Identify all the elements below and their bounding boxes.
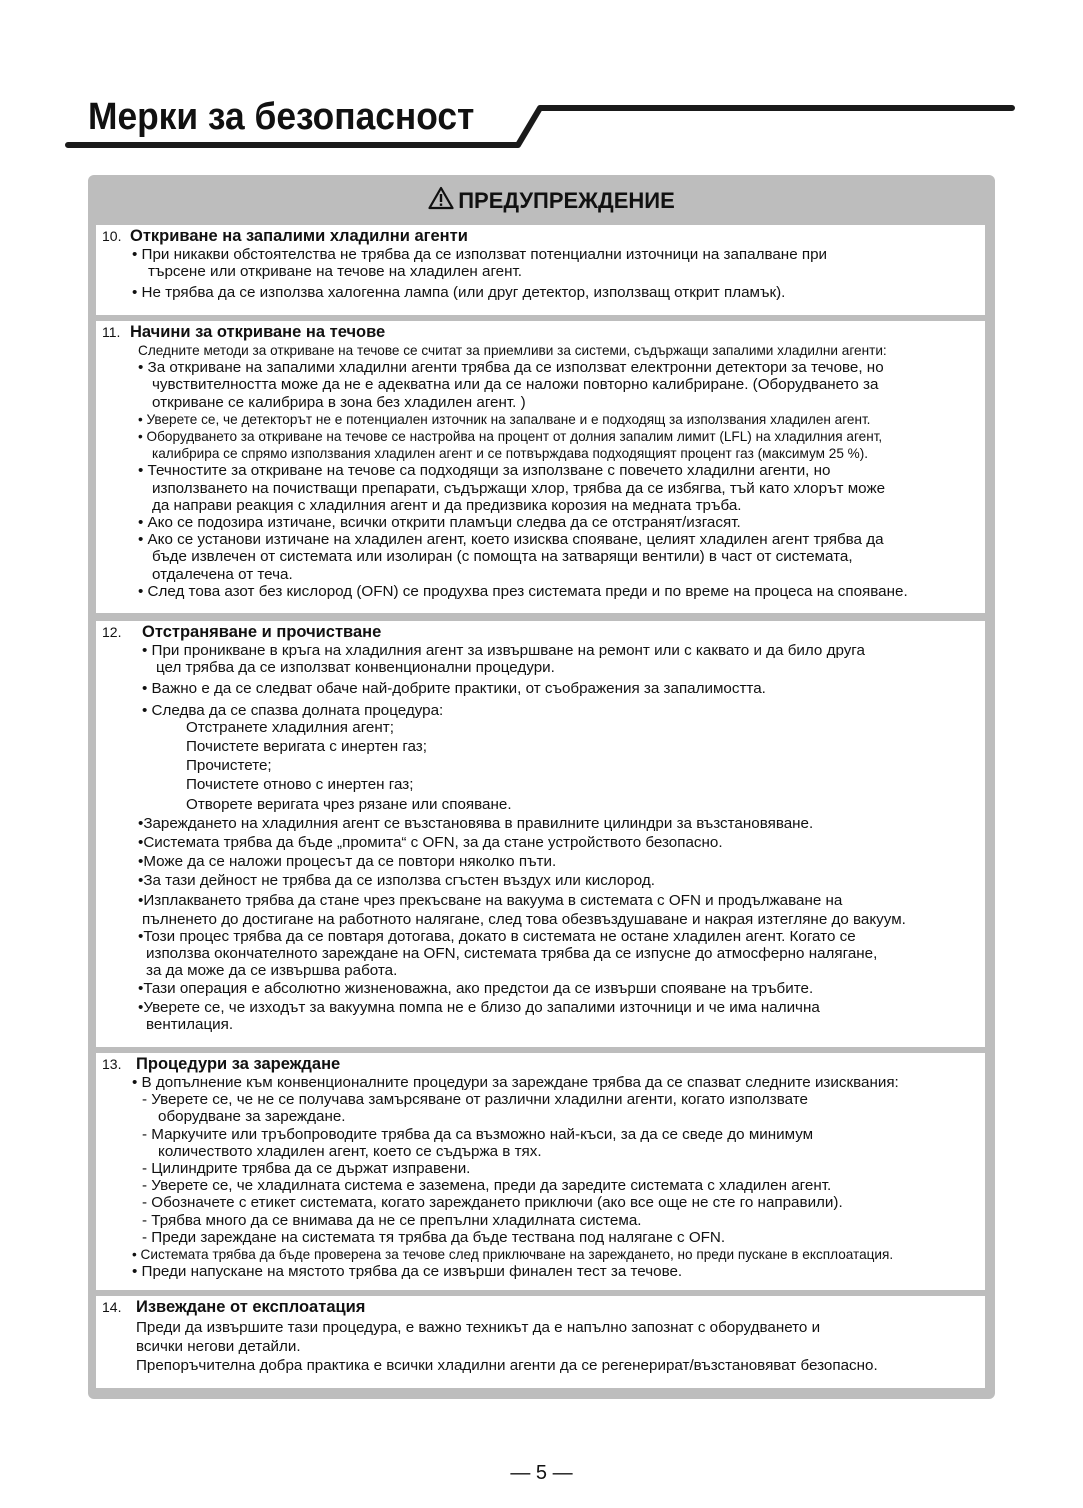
text-line: • След това азот без кислород (OFN) се продухва през системата преди и по време на процеса на спояване. — [138, 582, 908, 600]
text-line: • В допълнение към конвенционалните процедури за зареждане трябва да се спазват следните изисквания: — [132, 1074, 899, 1091]
procedure-step: Прочистете; — [186, 757, 272, 775]
text-line: - Обозначете с етикет системата, когато зареждането приключи (ако все още не сте го направили). — [142, 1194, 843, 1212]
text-line: пълненето до достигане на работното налягане, след това обезвъздушаване и накрая изтегляне до вакуум. — [142, 910, 906, 928]
text-line: • Ако се установи изтичане на хладилен агент, което изисква спояване, целият хладилен агент трябва да — [138, 531, 884, 549]
text-line: оборудване за зареждане. — [158, 1108, 346, 1126]
section-14-heading: 14. Извеждане от експлоатация — [102, 1298, 366, 1316]
section-11-heading: 11. Начини за откриване на течове — [102, 323, 386, 341]
procedure-step: Отворете веригата чрез рязане или спояване. — [186, 795, 512, 813]
text-line: •Тази операция е абсолютно жизненоважна, ако предстои да се извърши спояване на тръбите. — [138, 979, 814, 997]
text-line: откриване се калибрира в зона без хладилен агент. ) — [152, 393, 526, 411]
section-11-title: Начини за откриване на течове — [130, 323, 386, 341]
section-10-heading: 10. Откриване на запалими хладилни агенти — [102, 227, 468, 245]
text-line: да направи реакция с хладилния агент и да предизвика корозия на медната тръба. — [152, 496, 742, 514]
text-line: Препоръчителна добра практика е всички хладилни агенти да се регенерират/възстановяват безопасно. — [136, 1357, 878, 1375]
text-line: • Не трябва да се използва халогенна лампа (или друг детектор, използващ открит пламък). — [132, 284, 786, 302]
procedure-step: Отстранете хладилния агент; — [186, 718, 394, 736]
section-12-title: Отстраняване и прочистване — [142, 623, 382, 641]
text-line: •Изплакването трябва да стане чрез прекъсване на вакуума в системата с OFN и продължаване на — [138, 891, 843, 909]
text-line: • Ако се подозира изтичане, всички открити пламъци следва да се отстранят/изгасят. — [138, 514, 741, 532]
text-line: отдалечена от теча. — [152, 565, 293, 583]
section-13-title: Процедури за зареждане — [136, 1055, 341, 1073]
warning-title: ПРЕДУПРЕЖДЕНИЕ — [458, 188, 675, 213]
text-line: • Важно е да се следват обаче най-добрите практики, от съображения за запалимостта. — [142, 680, 766, 698]
text-line: •Зареждането на хладилния агент се възстановява в правилните цилиндри за възстановяване. — [138, 814, 814, 832]
header-rule — [0, 100, 1083, 160]
text-line: - Уверете се, че хладилната система е заземена, преди да заредите системата с хладилен агент. — [142, 1177, 832, 1195]
text-line: - Маркучите или тръбопроводите трябва да са възможно най-къси, за да се сведе до минимум — [142, 1125, 814, 1143]
text-line: вентилация. — [146, 1016, 234, 1034]
text-line: Преди да извършите тази процедура, е важно техникът да е напълно запознат с оборудването и — [136, 1319, 821, 1336]
section-13-heading: 13. Процедури за зареждане — [102, 1055, 341, 1073]
text-line: бъде извлечен от системата или изолиран (с помощта на затварящи вентили) в част от системата, — [152, 548, 853, 566]
text-line: • Оборудването за откриване на течове се настройва на процент от долния запалим лимит (LFL) на хладилния агент, — [138, 429, 883, 445]
text-line: • Преди напускане на мястото трябва да се извърши финален тест за течове. — [132, 1263, 683, 1281]
section-10-title: Откриване на запалими хладилни агенти — [130, 227, 468, 245]
section-10 — [96, 225, 985, 315]
procedure-step: Почистете отново с инертен газ; — [186, 776, 414, 794]
text-line: •Този процес трябва да се повтаря дотогава, докато в системата не остане хладилен агент. Когато се — [138, 928, 856, 946]
text-line: • Следва да се спазва долната процедура: — [142, 701, 444, 719]
text-line: •За тази дейност не трябва да се използва сгъстен въздух или кислород. — [138, 872, 655, 890]
text-line: чувствителността може да не е адекватна или да се наложи повторно калибриране. (Оборудването за — [152, 376, 879, 394]
text-line: - Трябва много да се внимава да не се препълни хладилната система. — [142, 1211, 642, 1229]
text-line: •Може да се наложи процесът да се повтори няколко пъти. — [138, 853, 557, 871]
text-line: - Преди зареждане на системата тя трябва да бъде тествана под налягане с OFN. — [142, 1228, 726, 1246]
section-12-heading: 12. Отстраняване и прочистване — [102, 623, 382, 641]
text-line: използването на почистващи препарати, съдържащи хлор, трябва да се избягва, тъй като хлорът може — [152, 479, 886, 497]
text-line: всички негови детайли. — [136, 1338, 301, 1356]
section-13 — [96, 1053, 985, 1290]
text-line: • Уверете се, че детекторът не е потенциален източник на запалване и е подходящ за използвания хладилен агент. — [138, 411, 871, 427]
text-line: количеството хладилен агент, което се съдържа в тях. — [158, 1142, 542, 1160]
text-line: • Системата трябва да бъде проверена за течове след приключване на зареждането, но преди пускане в експлоатация. — [132, 1247, 894, 1263]
text-line: търсене или откриване на течове на хладилен агент. — [148, 263, 522, 281]
text-line: •Уверете се, че изходът за вакуумна помпа не е близо до запалими източници и че има налична — [138, 998, 820, 1016]
warning-heading — [88, 186, 995, 216]
page-number: — 5 — — [510, 1462, 573, 1484]
text-line: •Системата трябва да бъде „промита“ с OFN, за да стане устройството безопасно. — [138, 834, 723, 852]
section-12 — [96, 621, 985, 1047]
text-line: Следните методи за откриване на течове се считат за приемливи за системи, съдържащи запалими хладилни агенти: — [138, 343, 887, 358]
text-line: - Уверете се, че не се получава замърсяване от различни хладилни агенти, когато използвате — [142, 1091, 808, 1109]
text-line: • При никакви обстоятелства не трябва да се използват потенциални източници на запалване при — [132, 246, 828, 263]
section-14 — [96, 1296, 985, 1388]
warning-triangle-icon — [428, 186, 454, 216]
page-title: Мерки за безопасност — [88, 96, 475, 138]
text-line: за да може да се извършва работа. — [146, 962, 398, 980]
section-14-title: Извеждане от експлоатация — [136, 1298, 366, 1316]
text-line: използва окончателното зареждане на OFN, системата трябва да се изпусне до атмосферно налягане, — [146, 945, 878, 963]
text-line: • За откриване на запалими хладилни агенти трябва да се използват електронни детектори за течове, но — [138, 359, 884, 377]
text-line: - Цилиндрите трябва да се държат изправени. — [142, 1160, 471, 1178]
text-line: калибрира се спрямо използвания хладилен агент и се потвърждава подходящият процент газ (максимум 25 %). — [152, 446, 869, 462]
text-line: • При проникване в кръга на хладилния агент за извършване на ремонт или с каквато и да било друга — [142, 642, 865, 659]
text-line: цел трябва да се използват конвенционални процедури. — [156, 659, 555, 677]
text-line: • Течностите за откриване на течове са подходящи за използване с повечето хладилни агенти, но — [138, 462, 831, 480]
procedure-step: Почистете веригата с инертен газ; — [186, 738, 427, 756]
section-11 — [96, 321, 985, 613]
